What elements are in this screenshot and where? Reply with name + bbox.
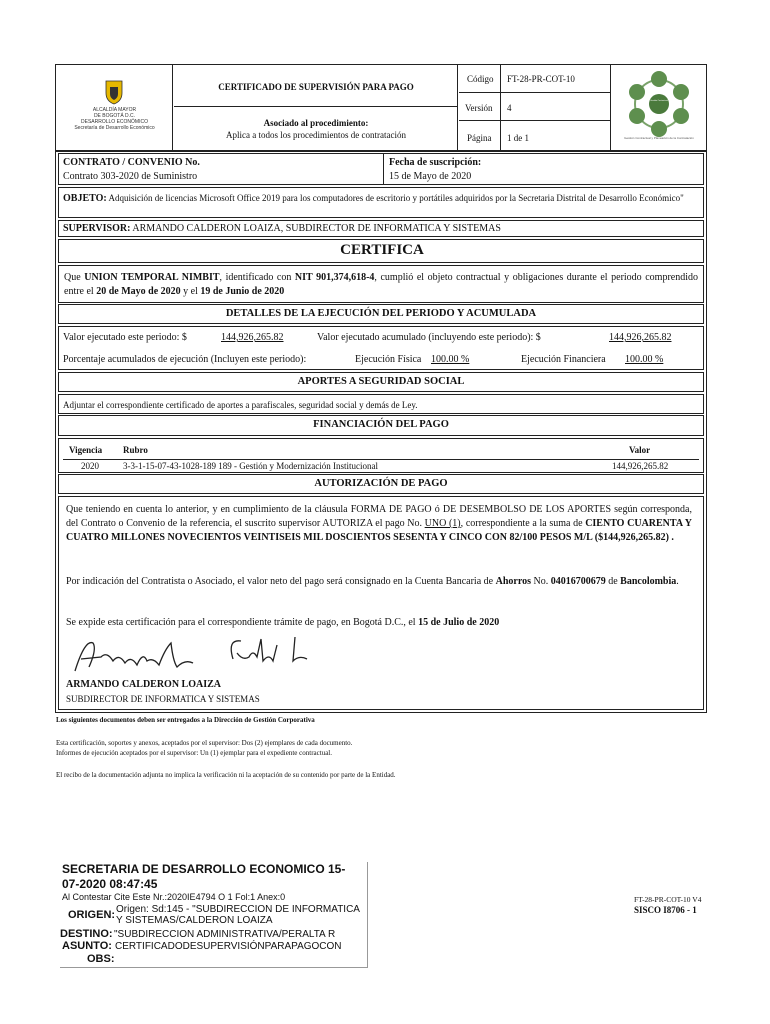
destino-label: DESTINO: bbox=[60, 928, 113, 940]
period-value-label: Valor ejecutado este periodo: $ bbox=[63, 332, 187, 343]
aportes-text: Adjuntar el correspondiente certificado de aportes a parafiscales, seguridad social y demás de Ley. bbox=[63, 400, 418, 410]
financiacion-title: FINANCIACIÓN DEL PAGO bbox=[58, 415, 704, 436]
contractor-name: UNION TEMPORAL NIMBIT bbox=[84, 272, 220, 283]
stamp-line-2: 07-2020 08:47:45 bbox=[62, 877, 158, 891]
accum-value: 144,926,265.82 bbox=[609, 332, 672, 343]
bank-name: Bancolombia bbox=[620, 576, 677, 587]
stamp-line-1: SECRETARIA DE DESARROLLO ECONOMICO 15- bbox=[62, 862, 346, 876]
contract-row bbox=[58, 153, 704, 185]
procedure-label: Asociado al procedimiento: bbox=[263, 118, 369, 128]
destino-value: "SUBDIRECCION ADMINISTRATIVA/PERALTA R bbox=[114, 929, 336, 940]
subscription-date-label: Fecha de suscripción: bbox=[389, 157, 482, 168]
account-text-3: de bbox=[605, 576, 621, 587]
col-vigencia-header: Vigencia bbox=[69, 445, 103, 455]
wheel-center-label: Gestión Contractual bbox=[650, 100, 668, 102]
detalles-title: DETALLES DE LA EJECUCIÓN DEL PERIODO Y ACUMULADA bbox=[58, 304, 704, 324]
financial-execution-value: 100.00 % bbox=[625, 354, 664, 365]
account-text-2: No. bbox=[530, 576, 551, 587]
financial-execution-label: Ejecución Financiera bbox=[521, 354, 606, 365]
procedure-cell bbox=[174, 107, 458, 151]
org-line-2: DE BOGOTÁ D.C. bbox=[93, 113, 136, 119]
col-valor-header: Valor bbox=[629, 445, 651, 455]
version-label: Versión bbox=[465, 103, 493, 113]
period-end: 19 de Junio de 2020 bbox=[200, 286, 285, 297]
signer-title: SUBDIRECTOR DE INFORMATICA Y SISTEMAS bbox=[66, 694, 260, 704]
subscription-date-value: 15 de Mayo de 2020 bbox=[389, 171, 472, 182]
asunto-value: CERTIFICADODESUPERVISIÓNPARAPAGOCON bbox=[115, 941, 342, 952]
issue-text: Se expide esta certificación para el correspondiente trámite de pago, en Bogotá D.C., el bbox=[66, 617, 419, 628]
physical-execution-label: Ejecución Física bbox=[355, 354, 422, 365]
supervisor-label: SUPERVISOR: bbox=[63, 223, 131, 234]
stamp-line-3: Al Contestar Cite Este Nr.:2020IE4794 O 1 Fol:1 Anex:0 bbox=[62, 892, 286, 902]
certifica-text-1: Que bbox=[64, 272, 85, 283]
org-line-1: ALCALDÍA MAYOR bbox=[92, 107, 137, 113]
row-vigencia: 2020 bbox=[81, 461, 99, 471]
contract-value: Contrato 303-2020 de Suministro bbox=[63, 171, 198, 182]
notes-line-3: El recibo de la documentación adjunta no implica la verificación ni la aceptación de su contenido por parte de la Entidad. bbox=[56, 771, 396, 779]
period-value: 144,926,265.82 bbox=[221, 332, 284, 343]
percentage-label: Porcentaje acumulados de ejecución (Incluyen este periodo): bbox=[63, 354, 307, 365]
certifica-text-2: , identificado con bbox=[219, 272, 295, 283]
period-start: 20 de Mayo de 2020 bbox=[96, 286, 181, 297]
bogota-coat-of-arms-logo bbox=[102, 79, 126, 105]
autorizacion-text-1: Que teniendo en cuenta lo anterior, y en cumplimiento de la cláusula FORMA DE PAGO ó DE DESEMBOLSO DE LOS APORTES según corresponda, del Contrato o Convenio de la referencia, el suscrito supervisor AUTORIZA el pago No. bbox=[66, 504, 692, 529]
obs-label: OBS: bbox=[87, 953, 115, 965]
financiacion-table bbox=[58, 438, 704, 473]
asunto-label: ASUNTO: bbox=[62, 940, 112, 952]
page-label: Página bbox=[467, 133, 492, 143]
autorizacion-title: AUTORIZACIÓN DE PAGO bbox=[58, 474, 704, 494]
account-text-4: . bbox=[676, 576, 679, 587]
account-text-1: Por indicación del Contratista o Asociado, el valor neto del pago será consignado en la Cuenta Bancaria de bbox=[66, 576, 496, 587]
objeto-label: OBJETO: bbox=[63, 193, 107, 204]
aportes-title: APORTES A SEGURIDAD SOCIAL bbox=[58, 372, 704, 392]
notes-line-1: Esta certificación, soportes y anexos, aceptados por el supervisor: Dos (2) ejemplares de cada documento. bbox=[56, 739, 353, 747]
issue-date: 15 de Julio de 2020 bbox=[418, 617, 500, 628]
wheel-caption: Gestión Contractual y Planeación de la Contratación bbox=[624, 136, 694, 140]
notes-heading: Los siguientes documentos deben ser entregados a la Dirección de Gestión Corporativa bbox=[56, 716, 315, 724]
contract-label: CONTRATO / CONVENIO No. bbox=[63, 157, 200, 168]
certifica-body bbox=[58, 265, 704, 303]
origen-value: Origen: Sd:145 - "SUBDIRECCION DE INFORMATICA Y SISTEMAS/CALDERON LOAIZA bbox=[116, 904, 360, 926]
payment-amount-words: CIENTO CUARENTA Y CUATRO MILLONES NOVECIENTOS VEINTISEIS MIL DOSCIENTOS SESENTA Y CINCO CON 82/100 PESOS M/L ($144,926,265.82) . bbox=[66, 518, 693, 543]
account-number: 04016700679 bbox=[550, 576, 606, 587]
certifica-text-4: y el bbox=[180, 286, 201, 297]
supervisor-row bbox=[58, 220, 704, 237]
col-rubro-header: Rubro bbox=[123, 445, 148, 455]
accum-value-label: Valor ejecutado acumulado (incluyendo este periodo): $ bbox=[317, 332, 541, 343]
signer-name: ARMANDO CALDERON LOAIZA bbox=[66, 679, 222, 690]
account-type: Ahorros bbox=[495, 576, 531, 587]
certifica-header bbox=[58, 239, 704, 263]
process-wheel-logo bbox=[612, 66, 706, 150]
document-title: CERTIFICADO DE SUPERVISIÓN PARA PAGO bbox=[218, 82, 414, 92]
procedure-value: Aplica a todos los procedimientos de contratación bbox=[226, 130, 406, 140]
org-line-3: DESARROLLO ECONÓMICO bbox=[81, 119, 148, 125]
handwritten-signature bbox=[67, 631, 347, 681]
origen-label: ORIGEN: bbox=[68, 909, 116, 921]
version-value: 4 bbox=[507, 103, 512, 113]
certifica-title: CERTIFICA bbox=[340, 242, 424, 258]
payment-number: UNO (1) bbox=[424, 518, 461, 529]
physical-execution-value: 100.00 % bbox=[431, 354, 470, 365]
autorizacion-text-2: , correspondiente a la suma de bbox=[460, 518, 586, 529]
certifica-text-3: , cumplió el objeto contractual y obligaciones durante el periodo comprendido entre el bbox=[64, 272, 698, 297]
row-rubro: 3-3-1-15-07-43-1028-189 189 - Gestión y Modernización Institucional bbox=[123, 461, 378, 471]
supervisor-name: ARMANDO CALDERON LOAIZA, SUBDIRECTOR DE INFORMATICA Y SISTEMAS bbox=[132, 223, 501, 234]
notes-line-2: Informes de ejecución aceptados por el supervisor: Un (1) ejemplar para el expediente contractual. bbox=[56, 749, 332, 757]
objeto-text: Adquisición de licencias Microsoft Office 2019 para los computadores de escritorio y portátiles adquiridos por la Secretaria Distrital de Desarrollo Económico" bbox=[108, 193, 684, 203]
row-valor: 144,926,265.82 bbox=[612, 461, 669, 471]
contractor-nit: NIT 901,374,618-4 bbox=[294, 272, 375, 283]
detalles-body bbox=[58, 326, 704, 370]
aportes-body bbox=[58, 394, 704, 414]
objeto-row bbox=[58, 187, 704, 218]
footer-sisco: SISCO I8706 - 1 bbox=[634, 905, 697, 915]
title-cell bbox=[174, 65, 458, 107]
org-line-4: Secretaría de Desarrollo Económico bbox=[74, 125, 155, 131]
code-label: Código bbox=[467, 74, 494, 84]
code-value: FT-28-PR-COT-10 bbox=[507, 74, 575, 84]
autorizacion-body bbox=[58, 496, 704, 710]
page-value: 1 de 1 bbox=[507, 133, 529, 143]
filing-stamp bbox=[60, 862, 368, 968]
footer-form-code: FT-28-PR-COT-10 V4 bbox=[634, 895, 702, 904]
logo-cell bbox=[56, 65, 173, 151]
